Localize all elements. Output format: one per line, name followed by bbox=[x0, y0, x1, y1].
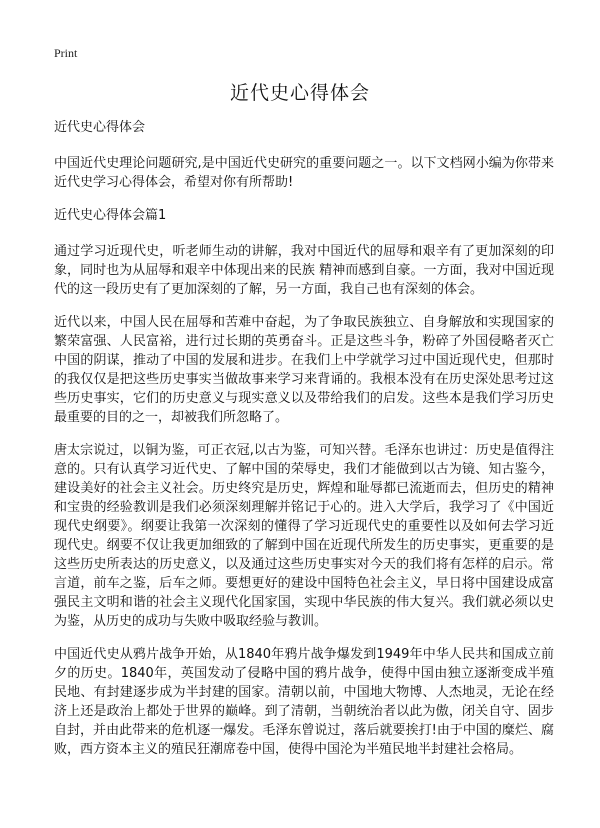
body-paragraph: 唐太宗说过，以铜为鉴，可正衣冠,以古为鉴，可知兴替。毛泽东也讲过：历史是值得注意的。只有认真学习近代史、了解中国的荣辱史，我们才能做到以古为镜、知古鉴今，建设美好的社会主义社会。历史终究是历史，辉煌和耻辱都已流逝而去，但历史的精神和宝贵的经验教训是我们必须深刻理解并铭记于心的。进入大学后，我学习了《中国近现代史纲要》。纲要让我第一次深刻的懂得了学习近现代史的重要性以及如何去学习近现代史。纲要不仅让我更加细致的了解到中国在近现代所发生的历史事实，更重要的是这些历史所表达的历史意义，以及通过这些历史事实对今天的我们将有怎样的启示。常言道，前车之鉴，后车之师。要想更好的建设中国特色社会主义，早日将中国建设成富强民主文明和谐的社会主义现代化国家国，实现中华民族的伟大复兴。我们就必须以史为鉴，从历史的成功与失败中吸取经验与教训。 bbox=[54, 443, 554, 629]
section-heading: 近代史心得体会篇1 bbox=[54, 208, 167, 223]
document-title: 近代史心得体会 bbox=[229, 82, 370, 104]
intro-paragraph: 中国近代史理论问题研究,是中国近代史研究的重要问题之一。以下文档网小编为你带来近代史学习心得体会，希望对你有所帮助! bbox=[54, 156, 554, 190]
document-body bbox=[54, 118, 554, 773]
body-paragraph: 近代以来，中国人民在屈辱和苦难中奋起，为了争取民族独立、自身解放和实现国家的繁荣富强、人民富裕，进行过长期的英勇奋斗。正是这些斗争，粉碎了外国侵略者灭亡中国的阴谋，推动了中国的发展和进步。在我们上中学就学习过中国近现代史，但那时的我仅仅是把这些历史事实当做故事来学习来背诵的。我根本没有在历史深处思考过这些历史事实，它们的历史意义与现实意义以及带给我们的启发。这些本是我们学习历史最重要的目的之一，却被我们所忽略了。 bbox=[54, 315, 554, 425]
body-paragraph: 通过学习近现代史，听老师生动的讲解，我对中国近代的屈辱和艰辛有了更加深刻的印象，同时也为从屈辱和艰辛中体现出来的民族 精神而感到自豪。一方面，我对中国近现代的这一段历史有了更加深刻的了解，另一方面，我自己也有深刻的体会。 bbox=[54, 244, 554, 297]
print-label: Print bbox=[54, 46, 78, 60]
document-subtitle: 近代史心得体会 bbox=[54, 120, 146, 135]
body-paragraph: 中国近代史从鸦片战争开始，从1840年鸦片战争爆发到1949年中华人民共和国成立前夕的历史。1840年，英国发动了侵略中国的鸦片战争，使得中国由独立逐渐变成半殖民地、有封建逐步成为半封建的国家。清朝以前，中国地大物博、人杰地灵，无论在经济上还是政治上都处于世界的巅峰。到了清朝，当朝统治者以此为傲，闭关自守、固步自封，并由此带来的危机逐一爆发。毛泽东曾说过，落后就要挨打!由于中国的糜烂、腐败，西方资本主义的殖民狂潮席卷中国，使得中国沦为半殖民地半封建社会格局。 bbox=[54, 647, 554, 757]
